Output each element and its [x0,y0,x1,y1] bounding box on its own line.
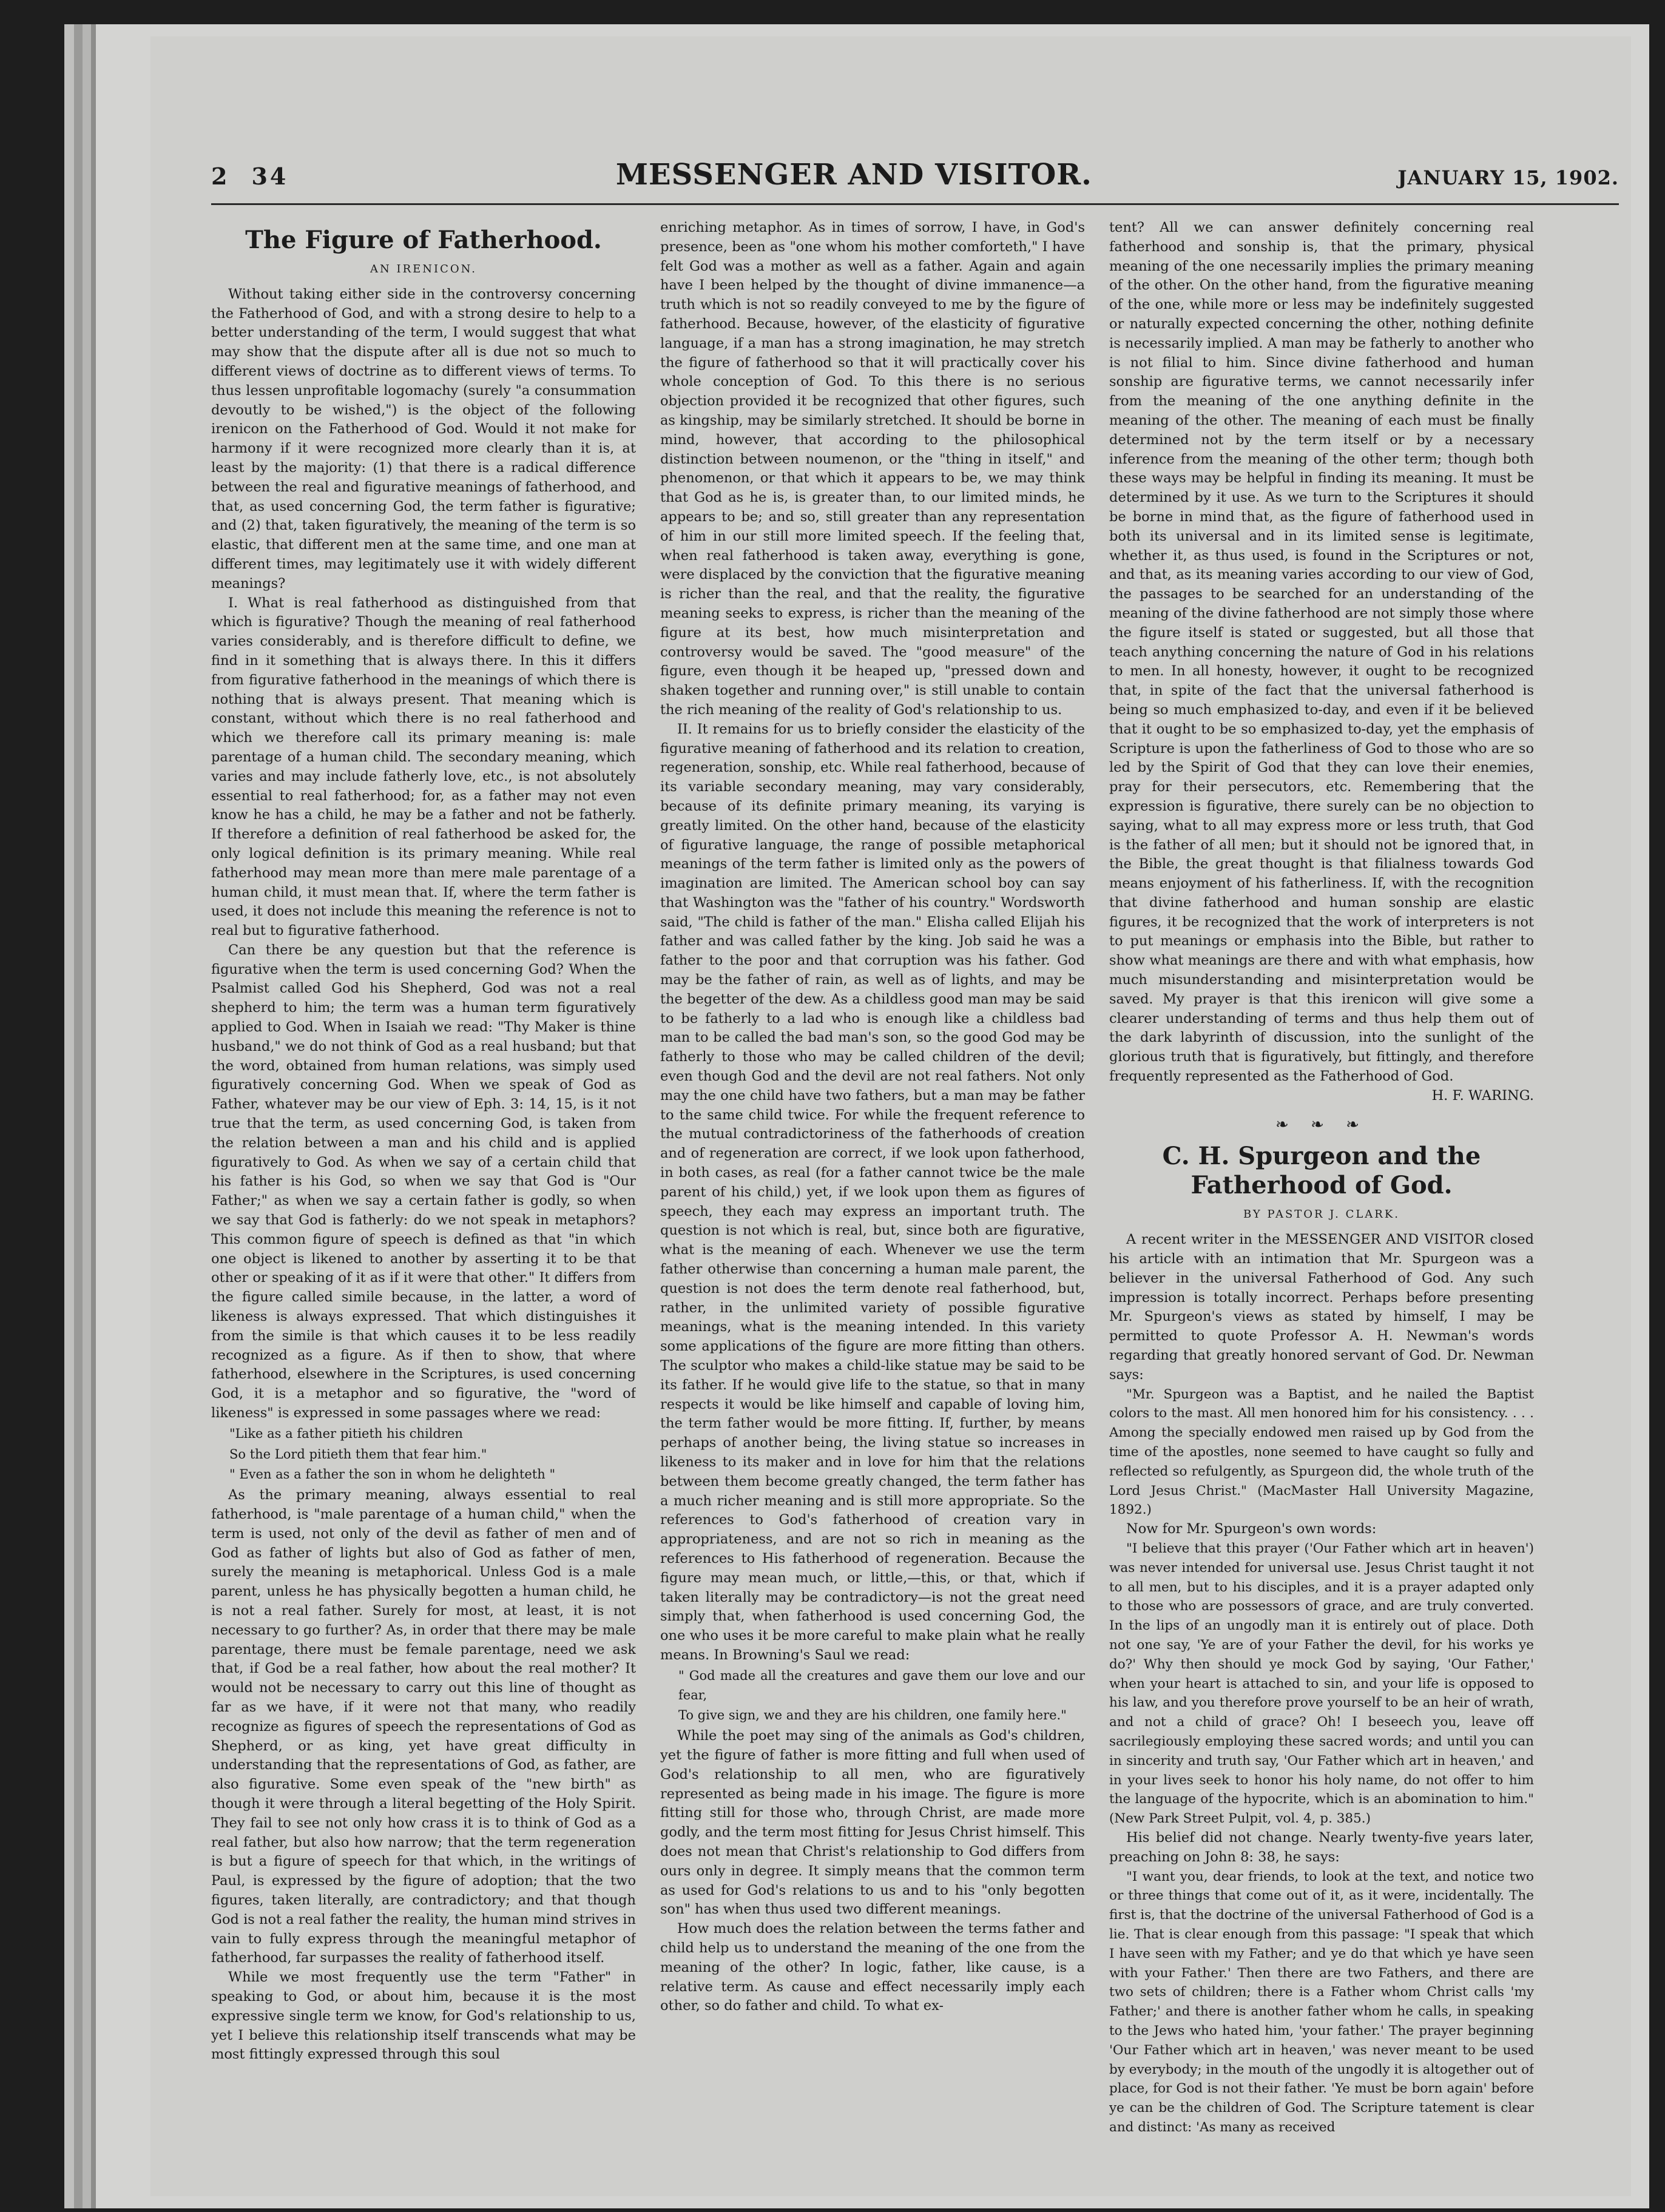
page-sheet [91,24,1649,2208]
verse-line: "Like as a father pitieth his children [229,1426,463,1441]
verse-line: To give sign, we and they are his children, one family here." [678,1708,1067,1723]
quotation: "Mr. Spurgeon was a Baptist, and he nailed the Baptist colors to the mast. All men honored him for his consistency. . . . Among the specially endowed men raised up by God from the time of the apostles, none seemed to have caught so fully and reflected so refulgently, as Spurgeon did, the whole truth of the Lord Jesus Christ." (MacMaster Hall University Magazine, 1892.) [1109,1386,1534,1518]
header-rule [211,203,1619,205]
paragraph: While the poet may sing of the animals as God's children, yet the figure of father is more fitting and full when used of God's relationship to all men, who are figuratively represented as being made in his image. The figure is more fitting still for those who, through Christ, are made more godly, and the term most fitting for Jesus Christ himself. This does not mean that Christ's relationship to God differs from ours only in degree. It simply means that the common term as used for God's relations to us and to his "only begotten son" has when thus used two different meanings. [660,1728,1085,1918]
column-2 [660,218,1085,2178]
quotation: "I want you, dear friends, to look at the text, and notice two or three things that come out of it, as it were, incidentally. The first is, that the doctrine of the universal Fatherhood of God is a lie. That is clear enough from this passage: "I speak that which I have seen with my Father; and ye do that which ye have seen with your Father.' Then there are two Fathers, and there are two sets of children; there is a Father whom Christ calls 'my Father;' and there is another father whom he calls, in speaking to the Jews who hated him, 'your father.' The prayer beginning 'Our Father which art in heaven,' was never meant to be used by everybody; in the mouth of the ungodly it is altogether out of place, for God is not their father. 'Ye must be born again' before ye can be the children of God. The Scripture tatement is clear and distinct: 'As many as received [1109,1869,1534,2135]
paragraph: While we most frequently use the term "Father" in speaking to God, or about him, because it is the most expressive single term we know, for God's relationship to us, yet I believe this relationship itself transcends what may be most fittingly expressed through this soul [211,1969,636,2063]
article-subtitle: AN IRENICON. [370,263,477,275]
column-3 [1109,218,1534,2178]
masthead: MESSENGER AND VISITOR. [615,158,1092,192]
article-byline: BY PASTOR J. CLARK. [1243,1208,1400,1221]
verse-line: So the Lord pitieth them that fear him." [229,1446,487,1462]
paragraph: II. It remains for us to briefly consider the elasticity of the figurative meaning of fatherhood and its relation to creation, regeneration, sonship, etc. While real fatherhood, because of its variable secondary meaning, may vary considerably, because of its definite primary meaning, its varying is greatly limited. On the other hand, because of the elasticity of figurative language, the range of possible metaphorical meanings of the term father is limited only as the powers of imagination are limited. The American school boy can say that Washington was the "father of his country." Wordsworth said, "The child is father of the man." Elisha called Elijah his father and was called father by the king. Job said he was a father to the poor and that corruption was his father. God may be the father of rain, as well as of lights, and may be the begetter of the dew. As a childless good man may be said to be fatherly to a lad who is enough like a childless bad man to be called the bad man's son, so the good God may be fatherly to those who may be called children of the devil; even though God and the devil are not real fathers. Not only may the one child have two fathers, but a man may be father to the same child twice. For while the frequent reference to the mutual contradictoriness of the fatherhoods of creation and of regeneration are correct, if we look upon fatherhood, in both cases, as real (for a father cannot twice be the male parent of his child,) yet, if we look upon them as figures of speech, they each may express an important truth. The question is not which is real, but, since both are figurative, what is the meaning of each. Whenever we use the term father otherwise than concerning a human male parent, the question is not does the term denote real fatherhood, but, rather, in the unlimited variety of possible figurative meanings, what is the meaning intended. In this variety some applications of the figure are more fitting than others. The sculptor who makes a child-like statue may be said to be its father. If he would give life to the statue, so that in many respects it would be like himself and capable of loving him, the term father would be more fitting. If, further, by means perhaps of another being, the living statue so increases in likeness to its maker and in love for him that the relations between them become greatly changed, the term father has a much richer meaning and is still more appropriate. So the references to God's fatherhood of creation vary in appropriateness, and are not so rich in meaning as the references to His fatherhood of regeneration. Because the figure may mean much, or little,—this, or that, which if taken literally may be contradictory—is not the great need simply that, when fatherhood is used concerning God, the one who uses it be more careful to make plain what he really means. In Browning's Saul we read: [660,721,1085,1663]
page-number [211,163,310,190]
paragraph: Without taking either side in the controversy concerning the Fatherhood of God, and with a strong desire to help to a better understanding of the term, I would suggest that what may show that the dispute after all is due not so much to different views of doctrine as to different views of terms. To thus lessen unprofitable logomachy (surely "a consummation devoutly to be wished,") is the object of the following irenicon on the Fatherhood of God. Would it not make for harmony if it were recognized more clearly than it is, at least by the majority: (1) that there is a radical difference between the real and figurative meanings of fatherhood, and that, as used concerning God, the term father is figurative; and (2) that, taken figuratively, the meaning of the term is so elastic, that different men at the same time, and one man at different times, may legitimately use it with widely different meanings? [211,286,636,592]
page-number-a: 2 [211,163,230,190]
signature: H. F. WARING. [1431,1087,1534,1104]
section-ornament: ❧ ❧ ❧ [1275,1115,1368,1134]
paragraph: As the primary meaning, always essential to real fatherhood, is "male parentage of a human child," when the term is used, not only of the devil as father of men and of God as father of lights but also of God as father of men, surely the meaning is metaphorical. Unless God is a male parent, unless he has physically begotten a human child, he is not a real father. Surely for most, at least, it is not necessary to go further? As, in order that there may be male parentage, there must be female parentage, need we ask that, if God be a real father, how about the real mother? It would not be necessary to carry out this line of thought as far as we have, if it were not that many, who readily recognize as figures of speech the representations of God as Shepherd, or as king, yet have great difficulty in understanding that the representations of God, as father, are also figurative. Some even speak of the "new birth" as though it were through a literal begetting of the Holy Spirit. They fail to see not only how crass it is to think of God as a real father, but also how narrow; that the term regeneration is but a figure of speech for that which, in the writings of Paul, is expressed by the figure of adoption; that the two figures, taken literally, are contradictory; and that though God is not a real father the reality, the human mind strives in vain to fully express through the meaningful metaphor of fatherhood, far surpasses the reality of fatherhood itself. [211,1487,636,1966]
article-title: C. H. Spurgeon and the Fatherhood of God. [1162,1142,1481,1200]
paragraph: Can there be any question but that the reference is figurative when the term is used concerning God? When the Psalmist called God his Shepherd, God was not a real shepherd to him; the term was a human term figuratively applied to God. When in Isaiah we read: "Thy Maker is thine husband," we do not think of God as a real husband; but that the word, obtained from human relations, was simply used figuratively concerning God. When we speak of God as Father, whatever may be our view of Eph. 3: 14, 15, is it not true that the term, as used concerning God, is taken from the relation between a man and his child and is applied figuratively to God. As when we say of a certain child that his father is his God, so when we say that God is "Our Father;" as when we say a certain father is godly, so when we say that God is fatherly: do we not speak in metaphors? This common figure of speech is defined as that "in which one object is likened to another by asserting it to be that other or speaking of it as if it were that other." It differs from the figure called simile because, in the latter, a word of likeness is always expressed. That which distinguishes it from the simile is that which causes it to be less readily recognized as a figure. As if then to show, that where fatherhood, elsewhere in the Scriptures, is used concerning God, it is a metaphor and so figurative, the "word of likeness" is expressed in some passages where we read: [211,942,636,1421]
page-number-b: 34 [251,163,289,190]
column-1 [211,218,636,2178]
paragraph: I. What is real fatherhood as distinguished from that which is figurative? Though the meaning of real fatherhood varies considerably, and is therefore difficult to define, we find in it something that is always there. In this it differs from figurative fatherhood in the meanings of which there is nothing that is always present. That meaning which is constant, without which there is no real fatherhood and which we therefore call its primary meaning is: male parentage of a human child. The secondary meaning, which varies and may include fatherly love, etc., is not absolutely essential to real fatherhood; for, as a father may not even know he has a child, he may be a father and not be fatherly. If therefore a definition of real fatherhood be asked for, the only logical definition is its primary meaning. While real fatherhood may mean more than mere male parentage of a human child, it must mean that. If, where the term father is used, it does not include this meaning the reference is not to real but to figurative fatherhood. [211,595,636,939]
article-title: The Figure of Fatherhood. [245,226,602,254]
paragraph: His belief did not change. Nearly twenty-five years later, preaching on John 8: 38, he says: [1109,1829,1534,1865]
verse-line: " God made all the creatures and gave them our love and our fear, [678,1668,1085,1702]
verse-line: " Even as a father the son in whom he delighteth " [229,1467,556,1482]
paragraph: enriching metaphor. As in times of sorrow, I have, in God's presence, been as "one whom his mother comforteth," I have felt God was a mother as well as a father. Again and again have I been helped by the thought of divine immanence—a truth which is not so readily conveyed to me by the figure of fatherhood. Because, however, of the elasticity of figurative language, if a man has a strong imagination, he may stretch the figure of fatherhood so that it will practically cover his whole conception of God. To this there is no serious objection provided it be recognized that other figures, such as kingship, may be similarly stretched. It should be borne in mind, however, that according to the philosophical distinction between noumenon, or the "thing in itself," and phenomenon, or that which it appears to be, we may think that God as he is, is greater than, to our limited minds, he appears to be; and so, still greater than any representation of him in our still more limited speech. If the feeling that, when real fatherhood is taken away, everything is gone, were displaced by the conviction that the figurative meaning is richer than the real, and that the reality, the figurative meaning seeks to express, is richer than the meaning of the figure at its best, how much misinterpretation and controversy would be saved. The "good measure" of the figure, even though it be heaped up, "pressed down and shaken together and running over," is still unable to contain the rich meaning of the reality of God's relationship to us. [660,220,1085,718]
page-header [211,158,1619,206]
newspaper-page [150,36,1631,2196]
paragraph: A recent writer in the MESSENGER AND VISITOR closed his article with an intimation that Mr. Spurgeon was a believer in the universal Fatherhood of God. Any such impression is totally incorrect. Perhaps before presenting Mr. Spurgeon's views as stated by himself, I may be permitted to quote Professor A. H. Newman's words regarding that greatly honored servant of God. Dr. Newman says: [1109,1232,1534,1383]
paragraph: tent? All we can answer definitely concerning real fatherhood and sonship is, that the primary, physical meaning of the one necessarily implies the primary meaning of the other. On the other hand, from the figurative meaning of the one, while more or less may be indefinitely suggested or naturally expected concerning the other, nothing definite is necessarily implied. A man may be fatherly to another who is not filial to him. Since divine fatherhood and human sonship are figurative terms, we cannot necessarily infer from the meaning of the one anything definite in the meaning of the other. The meaning of each must be finally determined not by the term itself or by a necessary inference from the meaning of the other term; though both these ways may be helpful in finding its meaning. It must be determined by it use. As we turn to the Scriptures it should be borne in mind that, as the figure of fatherhood used in both its universal and in its limited sense is legitimate, whether it, as thus used, is found in the Scriptures or not, and that, as its meaning varies according to our view of God, the passages to be searched for an understanding of the meaning of the divine fatherhood are not simply those where the figure itself is stated or suggested, but all those that teach anything concerning the nature of God in his relations to men. In all honesty, however, it ought to be recognized that, in spite of the fact that the universal fatherhood is being so much emphasized to-day, and even if it be believed that it ought to be so emphasized to-day, yet the emphasis of Scripture is upon the fatherliness of God to those who are so led by the Spirit of God that they can love their enemies, pray for their persecutors, etc. Remembering that the expression is figurative, there surely can be no objection to saying, what to all may express more or less truth, that God is the father of all men; but it should not be ignored that, in the Bible, the great thought is that filialness towards God means enjoyment of his fatherliness. If, with the recognition that divine fatherhood and human sonship are elastic figures, it be recognized that the work of interpreters is not to put meanings or emphasis into the Bible, but rather to show what meanings are there and with what emphasis, how much misunderstanding and misinterpretation would be saved. My prayer is that this irenicon will give some a clearer understanding of terms and thus help them out of the dark labyrinth of discussion, into the sunlight of the glorious truth that is figuratively, but fittingly, and therefore frequently represented as the Fatherhood of God. [1109,220,1534,1085]
paragraph: Now for Mr. Spurgeon's own words: [1126,1521,1377,1537]
issue-date: JANUARY 15, 1902. [1397,166,1619,189]
paragraph: How much does the relation between the terms father and child help us to understand the meaning of the one from the meaning of the other? In logic, father, like cause, is a relative term. As cause and effect necessarily imply each other, so do father and child. To what ex- [660,1921,1085,2014]
quotation: "I believe that this prayer ('Our Father which art in heaven') was never intended for universal use. Jesus Christ taught it not to all men, but to his disciples, and it is a prayer adapted only to those who are possessors of grace, and are truly converted. In the lips of an ungodly man it is entirely out of place. Doth not one say, 'Ye are of your Father the devil, for his works ye do?' Why then should ye mock God by saying, 'Our Father,' when your heart is attached to sin, and your life is opposed to his law, and you therefore prove yourself to be an heir of wrath, and not a child of grace? Oh! I beseech you, leave off sacrilegiously employing these sacred words; and until you can in sincerity and truth say, 'Our Father which art in heaven,' and in your lives seek to honor his holy name, do not offer to him the language of the hypocrite, which is an abomination to him." (New Park Street Pulpit, vol. 4, p. 385.) [1109,1541,1534,1827]
